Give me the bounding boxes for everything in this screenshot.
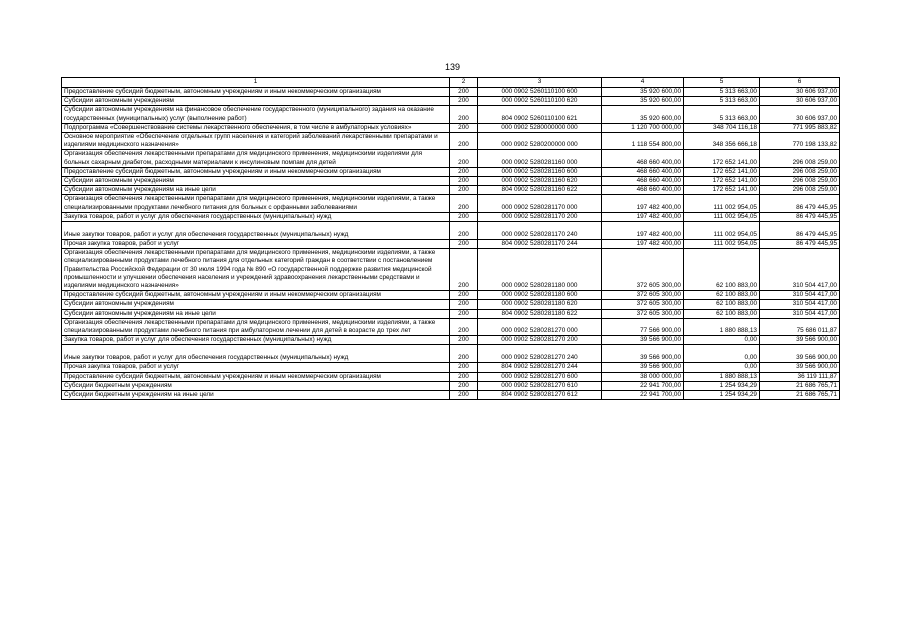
row-remaining-amount-cell: 86 479 445,95: [760, 222, 840, 240]
table-row: [62, 336, 840, 345]
row-name-cell: Субсидии автономным учреждениям на иные цели: [62, 186, 450, 195]
row-executed-amount-cell: 172 652 141,00: [684, 177, 760, 186]
row-executed-amount-cell: 5 313 663,00: [684, 106, 760, 123]
row-approved-amount-cell: 22 941 700,00: [602, 391, 684, 400]
table-row: [62, 391, 840, 400]
column-number-row: [62, 78, 840, 88]
row-name-cell: Прочая закупка товаров, работ и услуг: [62, 363, 450, 372]
row-code-cell: 200: [450, 133, 478, 150]
row-name-cell: Организация обеспечения лекарственными препаратами для медицинского применения, медицинскими изделиями, а также специализированными продуктами лечебного питания для больных с орфанными заболеваниями: [62, 195, 450, 212]
table-row: [62, 88, 840, 97]
row-code-cell: 200: [450, 249, 478, 291]
row-kbk-cell: 000 0902 5280281270 200: [478, 336, 602, 345]
row-remaining-amount-cell: 75 686 011,87: [760, 318, 840, 335]
row-code-cell: 200: [450, 363, 478, 372]
row-kbk-cell: 000 0902 5280281160 000: [478, 150, 602, 167]
row-approved-amount-cell: 372 605 300,00: [602, 300, 684, 309]
row-approved-amount-cell: 39 566 900,00: [602, 336, 684, 345]
row-kbk-cell: 000 0902 5280281270 000: [478, 318, 602, 335]
row-executed-amount-cell: 62 100 883,00: [684, 309, 760, 318]
row-remaining-amount-cell: 21 686 765,71: [760, 391, 840, 400]
row-remaining-amount-cell: 86 479 445,95: [760, 212, 840, 221]
table-row: [62, 318, 840, 335]
column-header-4: 4: [602, 78, 684, 88]
row-name-cell: Организация обеспечения лекарственными препаратами для медицинского применения, медицинскими изделиями, а также специализированными продуктами лечебного питания при амбулаторном лечении для детей в возрасте до трех лет: [62, 318, 450, 335]
row-approved-amount-cell: 197 482 400,00: [602, 195, 684, 212]
budget-execution-table: [61, 77, 840, 400]
row-executed-amount-cell: 1 254 934,29: [684, 391, 760, 400]
row-code-cell: 200: [450, 167, 478, 176]
row-approved-amount-cell: 197 482 400,00: [602, 212, 684, 221]
table-row: [62, 133, 840, 150]
row-executed-amount-cell: 5 313 663,00: [684, 97, 760, 106]
row-remaining-amount-cell: 30 606 937,00: [760, 97, 840, 106]
row-approved-amount-cell: 39 566 900,00: [602, 345, 684, 363]
table-row: [62, 300, 840, 309]
row-name-cell: Предоставление субсидий бюджетным, автономным учреждениям и иным некоммерческим организациям: [62, 167, 450, 176]
row-code-cell: 200: [450, 318, 478, 335]
row-code-cell: 200: [450, 300, 478, 309]
row-approved-amount-cell: 468 660 400,00: [602, 177, 684, 186]
row-remaining-amount-cell: 39 566 900,00: [760, 345, 840, 363]
row-name-cell: Субсидии автономным учреждениям на финансовое обеспечение государственного (муниципального) задания на оказание государственных (муниципальных) услуг (выполнение работ): [62, 106, 450, 123]
row-remaining-amount-cell: 770 198 133,82: [760, 133, 840, 150]
table-row: [62, 345, 840, 363]
row-code-cell: 200: [450, 177, 478, 186]
row-approved-amount-cell: 35 920 600,00: [602, 106, 684, 123]
row-kbk-cell: 000 0902 5280281180 620: [478, 300, 602, 309]
table-body: [62, 88, 840, 400]
row-executed-amount-cell: 0,00: [684, 363, 760, 372]
row-code-cell: 200: [450, 150, 478, 167]
table-row: [62, 381, 840, 390]
row-remaining-amount-cell: 36 119 111,87: [760, 372, 840, 381]
row-approved-amount-cell: 372 605 300,00: [602, 291, 684, 300]
row-code-cell: 200: [450, 123, 478, 132]
row-code-cell: 200: [450, 222, 478, 240]
row-kbk-cell: 804 0902 5280281170 244: [478, 240, 602, 249]
row-approved-amount-cell: 1 118 554 800,00: [602, 133, 684, 150]
column-header-3: 3: [478, 78, 602, 88]
row-remaining-amount-cell: 310 504 417,00: [760, 249, 840, 291]
row-remaining-amount-cell: 310 504 417,00: [760, 300, 840, 309]
column-header-6: 6: [760, 78, 840, 88]
row-approved-amount-cell: 1 120 700 000,00: [602, 123, 684, 132]
table-row: [62, 195, 840, 212]
row-name-cell: Закупка товаров, работ и услуг для обеспечения государственных (муниципальных) нужд: [62, 212, 450, 221]
row-code-cell: 200: [450, 212, 478, 221]
table-row: [62, 363, 840, 372]
row-approved-amount-cell: 468 660 400,00: [602, 150, 684, 167]
row-remaining-amount-cell: 296 008 259,00: [760, 177, 840, 186]
row-name-cell: Подпрограмма «Совершенствование системы лекарственного обеспечения, в том числе в амбулаторных условиях»: [62, 123, 450, 132]
row-kbk-cell: 000 0902 5280281270 600: [478, 372, 602, 381]
table-row: [62, 309, 840, 318]
row-executed-amount-cell: 5 313 663,00: [684, 88, 760, 97]
row-executed-amount-cell: 172 652 141,00: [684, 186, 760, 195]
row-executed-amount-cell: 348 704 116,18: [684, 123, 760, 132]
row-name-cell: Предоставление субсидий бюджетным, автономным учреждениям и иным некоммерческим организациям: [62, 88, 450, 97]
table-row: [62, 222, 840, 240]
row-code-cell: 200: [450, 240, 478, 249]
row-executed-amount-cell: 0,00: [684, 345, 760, 363]
row-name-cell: Организация обеспечения лекарственными препаратами для медицинского применения, медицинскими изделиями для больных сахарным диабетом, расходными материалами к инсулиновым помпам для детей: [62, 150, 450, 167]
row-executed-amount-cell: 62 100 883,00: [684, 291, 760, 300]
row-name-cell: Субсидии автономным учреждениям: [62, 177, 450, 186]
row-name-cell: Субсидии автономным учреждениям: [62, 300, 450, 309]
row-remaining-amount-cell: 310 504 417,00: [760, 309, 840, 318]
row-name-cell: Организация обеспечения лекарственными препаратами для медицинского применения, медицинскими изделиями, а также специализированными продуктами лечебного питания для отдельных категорий граждан в соответствии с постановлением Правительства Российской Федерации от 30 июля 1994 года № 890 «О государственной поддержке развития медицинской промышленности и улучшении обеспечения населения и учреждений здравоохранения лекарственными средствами и изделиями медицинского назначения»: [62, 249, 450, 291]
row-approved-amount-cell: 468 660 400,00: [602, 186, 684, 195]
row-remaining-amount-cell: 30 606 937,00: [760, 88, 840, 97]
row-remaining-amount-cell: 296 008 259,00: [760, 186, 840, 195]
row-code-cell: 200: [450, 309, 478, 318]
row-kbk-cell: 000 0902 5280281180 600: [478, 291, 602, 300]
row-executed-amount-cell: 172 652 141,00: [684, 167, 760, 176]
row-name-cell: Основное мероприятие «Обеспечение отдельных групп населения и категорий заболеваний лекарственными препаратами и изделиями медицинского назначения»: [62, 133, 450, 150]
row-executed-amount-cell: 1 880 888,13: [684, 318, 760, 335]
column-header-2: 2: [450, 78, 478, 88]
row-kbk-cell: 000 0902 5280200000 000: [478, 133, 602, 150]
row-executed-amount-cell: 62 100 883,00: [684, 300, 760, 309]
row-code-cell: 200: [450, 291, 478, 300]
table-row: [62, 123, 840, 132]
row-name-cell: Предоставление субсидий бюджетным, автономным учреждениям и иным некоммерческим организациям: [62, 372, 450, 381]
row-remaining-amount-cell: 39 566 900,00: [760, 363, 840, 372]
row-executed-amount-cell: 111 002 954,05: [684, 195, 760, 212]
table-row: [62, 150, 840, 167]
row-approved-amount-cell: 38 000 000,00: [602, 372, 684, 381]
column-header-1: 1: [62, 78, 450, 88]
row-executed-amount-cell: 111 002 954,05: [684, 212, 760, 221]
row-kbk-cell: 804 0902 5260110100 621: [478, 106, 602, 123]
row-kbk-cell: 000 0902 5260110100 620: [478, 97, 602, 106]
row-code-cell: 200: [450, 345, 478, 363]
row-approved-amount-cell: 372 605 300,00: [602, 249, 684, 291]
row-executed-amount-cell: 172 652 141,00: [684, 150, 760, 167]
row-kbk-cell: 000 0902 5280281270 610: [478, 381, 602, 390]
row-approved-amount-cell: 39 566 900,00: [602, 363, 684, 372]
table-row: [62, 291, 840, 300]
row-name-cell: Закупка товаров, работ и услуг для обеспечения государственных (муниципальных) нужд: [62, 336, 450, 345]
row-remaining-amount-cell: 296 008 259,00: [760, 167, 840, 176]
row-kbk-cell: 804 0902 5280281270 244: [478, 363, 602, 372]
table-row: [62, 372, 840, 381]
row-kbk-cell: 000 0902 5280281160 600: [478, 167, 602, 176]
row-code-cell: 200: [450, 106, 478, 123]
page-number: 139: [444, 62, 461, 72]
table-row: [62, 186, 840, 195]
row-code-cell: 200: [450, 391, 478, 400]
row-kbk-cell: 000 0902 5280281180 000: [478, 249, 602, 291]
row-kbk-cell: 804 0902 5280281180 622: [478, 309, 602, 318]
row-code-cell: 200: [450, 97, 478, 106]
row-code-cell: 200: [450, 336, 478, 345]
row-code-cell: 200: [450, 381, 478, 390]
row-kbk-cell: 000 0902 5280281160 620: [478, 177, 602, 186]
row-kbk-cell: 000 0902 5280281170 200: [478, 212, 602, 221]
row-executed-amount-cell: 111 002 954,05: [684, 222, 760, 240]
table-row: [62, 97, 840, 106]
row-executed-amount-cell: 1 880 888,13: [684, 372, 760, 381]
row-approved-amount-cell: 35 920 600,00: [602, 97, 684, 106]
row-kbk-cell: 000 0902 5280281170 240: [478, 222, 602, 240]
row-kbk-cell: 000 0902 5280281270 240: [478, 345, 602, 363]
row-approved-amount-cell: 197 482 400,00: [602, 240, 684, 249]
row-code-cell: 200: [450, 195, 478, 212]
row-executed-amount-cell: 0,00: [684, 336, 760, 345]
table-row: [62, 249, 840, 291]
row-remaining-amount-cell: 21 686 765,71: [760, 381, 840, 390]
row-remaining-amount-cell: 86 479 445,95: [760, 240, 840, 249]
row-remaining-amount-cell: 310 504 417,00: [760, 291, 840, 300]
row-executed-amount-cell: 62 100 883,00: [684, 249, 760, 291]
row-kbk-cell: 000 0902 5260110100 600: [478, 88, 602, 97]
row-approved-amount-cell: 77 566 900,00: [602, 318, 684, 335]
row-name-cell: Иные закупки товаров, работ и услуг для обеспечения государственных (муниципальных) нужд: [62, 345, 450, 363]
row-name-cell: Субсидии бюджетным учреждениям: [62, 381, 450, 390]
table-row: [62, 167, 840, 176]
row-name-cell: Иные закупки товаров, работ и услуг для обеспечения государственных (муниципальных) нужд: [62, 222, 450, 240]
row-approved-amount-cell: 468 660 400,00: [602, 167, 684, 176]
row-name-cell: Субсидии автономным учреждениям: [62, 97, 450, 106]
row-code-cell: 200: [450, 88, 478, 97]
row-approved-amount-cell: 197 482 400,00: [602, 222, 684, 240]
row-approved-amount-cell: 35 920 600,00: [602, 88, 684, 97]
row-name-cell: Субсидии бюджетным учреждениям на иные цели: [62, 391, 450, 400]
table-row: [62, 106, 840, 123]
row-executed-amount-cell: 111 002 954,05: [684, 240, 760, 249]
row-approved-amount-cell: 22 941 700,00: [602, 381, 684, 390]
row-approved-amount-cell: 372 605 300,00: [602, 309, 684, 318]
row-name-cell: Субсидии автономным учреждениям на иные цели: [62, 309, 450, 318]
row-kbk-cell: 804 0902 5280281160 622: [478, 186, 602, 195]
table-row: [62, 212, 840, 221]
row-name-cell: Прочая закупка товаров, работ и услуг: [62, 240, 450, 249]
row-kbk-cell: 000 0902 5280000000 000: [478, 123, 602, 132]
row-name-cell: Предоставление субсидий бюджетным, автономным учреждениям и иным некоммерческим организациям: [62, 291, 450, 300]
row-remaining-amount-cell: 30 606 937,00: [760, 106, 840, 123]
row-remaining-amount-cell: 86 479 445,95: [760, 195, 840, 212]
row-remaining-amount-cell: 771 995 883,82: [760, 123, 840, 132]
table-row: [62, 177, 840, 186]
row-remaining-amount-cell: 39 566 900,00: [760, 336, 840, 345]
row-remaining-amount-cell: 296 008 259,00: [760, 150, 840, 167]
row-kbk-cell: 000 0902 5280281170 000: [478, 195, 602, 212]
row-code-cell: 200: [450, 372, 478, 381]
row-code-cell: 200: [450, 186, 478, 195]
row-executed-amount-cell: 1 254 934,29: [684, 381, 760, 390]
row-kbk-cell: 804 0902 5280281270 612: [478, 391, 602, 400]
row-executed-amount-cell: 348 356 666,18: [684, 133, 760, 150]
column-header-5: 5: [684, 78, 760, 88]
table-row: [62, 240, 840, 249]
